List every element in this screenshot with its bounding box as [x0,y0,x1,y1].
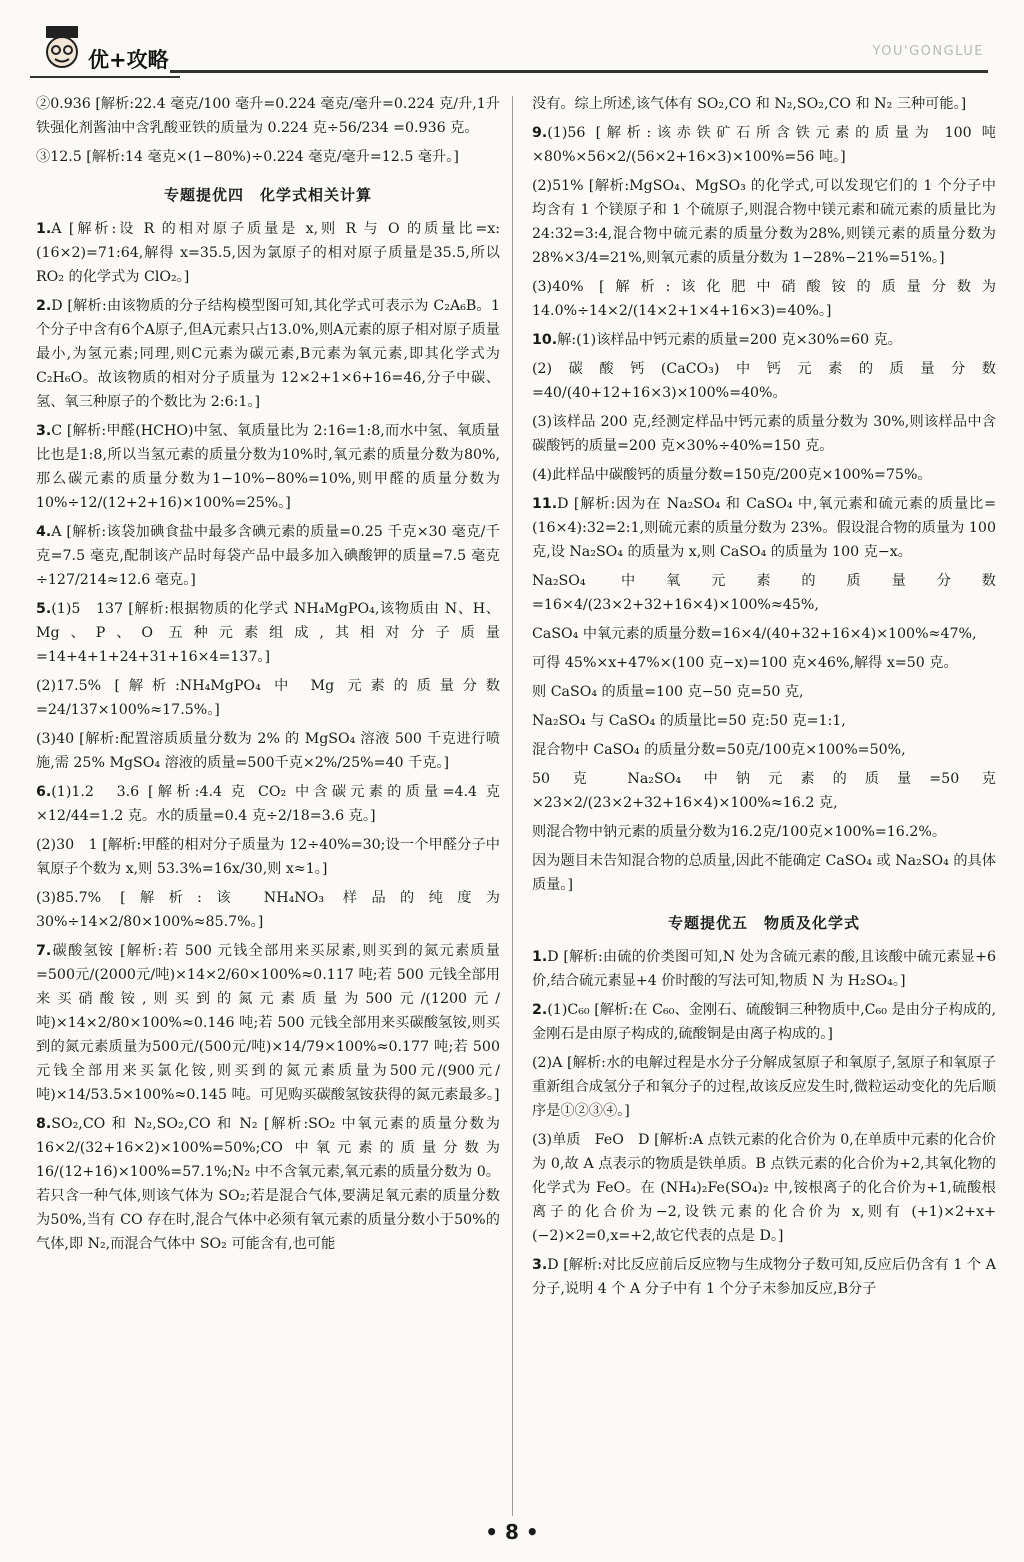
answer-item [532,767,996,815]
answer-item [532,492,996,564]
item-text: D [解析:因为在 Na₂SO₄ 和 CaSO₄ 中,氧元素和硫元素的质量比=(16×4):32=2:1,则硫元素的质量分数为 23%。假设混合物的质量为 100 克,设 Na₂SO₄ 的质量为 x,则 CaSO₄ 的质量为 100 克−x。 [532,496,996,560]
answer-item [532,945,996,993]
answer-item [36,939,500,1107]
continued-answer: ③12.5 [解析:14 毫克×(1−80%)÷0.224 毫克/毫升=12.5 毫升。] [36,149,459,165]
item-text: SO₂,CO 和 N₂,SO₂,CO 和 N₂ [解析:SO₂ 中氧元素的质量分数为16×2/(32+16×2)×100%=50%;CO 中氧元素的质量分数为16/(12+16)×100%=57.1%;N₂ 中不含氧元素,氧元素的质量分数为 0。若只含一种气体,则该气体为 SO₂;若是混合气体,要满足氧元素的质量分数为50%,当有 CO 存在时,混合气体中必须有氧元素的质量分数小于50%的气体,即 N₂,而混合气体中 SO₂ 可能含有,也可能 [36,1116,500,1252]
answer-item [532,410,996,458]
item-text: D [解析:由该物质的分子结构模型图可知,其化学式可表示为 C₂A₆B。1个分子中含有6个A原子,但A元素只占13.0%,则A元素的原子相对原子质量最小,为氢元素;同理,则C元素为碳元素,B元素为氧元素,即其化学式为 C₂H₆O。故该物质的相对分子质量为 12×2+1×6+16=46,分子中碳、氢、氧三种原子的个数比为 2:6:1。] [36,298,500,410]
left-column [36,92,500,1261]
answer-item [532,849,996,897]
mascot-logo-icon [40,24,84,74]
item-text: 则混合物中钠元素的质量分数为16.2克/100克×100%=16.2%。 [532,824,947,840]
item-number: 7. [36,943,52,959]
answer-item [36,597,500,669]
answer-item [532,738,996,762]
item-number: 8. [36,1116,52,1132]
item-text: (1)5 137 [解析:根据物质的化学式 NH₄MgPO₄,该物质由 N、H、Mg、P、O 五种元素组成,其相对分子质量=14+4+1+24+31+16×4=137。] [36,601,500,665]
item-text: C [解析:甲醛(HCHO)中氢、氧质量比为 2:16=1:8,而水中氢、氧质量比也是1:8,所以当氢元素的质量分数为10%时,氧元素的质量分数为80%,那么碳元素的质量分数为1−10%−80%=10%,则甲醛的质量分数为10%÷12/(12+2+16)×100%=25%。] [36,423,500,511]
item-number: 2. [532,1002,548,1018]
logo-text: 优+攻略 [88,48,169,72]
item-number: 4. [36,524,52,540]
column-divider [512,96,513,1516]
item-text: 混合物中 CaSO₄ 的质量分数=50克/100克×100%=50%, [532,742,906,758]
item-number: 3. [532,1257,548,1273]
answer-item [36,294,500,414]
item-number: 9. [532,125,548,141]
answer-item [532,820,996,844]
right-column [532,92,996,1306]
item-text: (2)A [解析:水的电解过程是水分子分解成氢原子和氧原子,氢原子和氧原子重新组合成氢分子和氧分子的过程,故该反应发生时,微粒运动变化的先后顺序是①②③④。] [532,1055,996,1119]
answer-item [532,1128,996,1248]
answer-item [36,833,500,881]
item-text: CaSO₄ 中氧元素的质量分数=16×4/(40+32+16×4)×100%≈47%, [532,626,977,642]
answer-item [36,520,500,592]
answer-item [532,1051,996,1123]
answer-item [532,174,996,270]
answer-item [532,121,996,169]
answer-item [532,709,996,733]
item-text: 则 CaSO₄ 的质量=100 克−50 克=50 克, [532,684,804,700]
item-text: D [解析:对比反应前后反应物与生成物分子数可知,反应后仍含有 1 个 A 分子,说明 4 个 A 分子中有 1 个分子未参加反应,B分子 [532,1257,996,1297]
item-number: 6. [36,784,52,800]
item-text: 可得 45%×x+47%×(100 克−x)=100 克×46%,解得 x=50 克。 [532,655,958,671]
item-text: 解:(1)该样品中钙元素的质量=200 克×30%=60 克。 [557,332,902,348]
answer-item [36,780,500,828]
header-rule-left [30,76,180,78]
answer-item [532,275,996,323]
item-number: 2. [36,298,52,314]
answer-item [532,622,996,646]
answer-item [532,651,996,675]
item-text: (3)该样品 200 克,经测定样品中钙元素的质量分数为 30%,则该样品中含碳酸钙的质量=200 克×30%÷40%=150 克。 [532,414,996,454]
item-text: (3)40% [解析:该化肥中硝酸铵的质量分数为 14.0%÷14×2/(14×2+1×4+16×3)=40%。] [532,279,996,319]
item-number: 10. [532,332,558,348]
item-number: 5. [36,601,52,617]
item-text: (2)30 1 [解析:甲醛的相对分子质量为 12÷40%=30;设一个甲醛分子中氧原子个数为 x,则 53.3%=16x/30,则 x≈1。] [36,837,500,877]
continued-answer: 没有。综上所述,该气体有 SO₂,CO 和 N₂,SO₂,CO 和 N₂ 三种可能。] [532,96,967,112]
header-rule [170,70,988,73]
continued-answer: ②0.936 [解析:22.4 毫克/100 毫升=0.224 毫克/毫升=0.224 克/升,1升铁强化剂酱油中含乳酸亚铁的质量为 0.224 克÷56/234 =0.936 克。 [36,96,500,136]
answer-item [36,217,500,289]
answer-item [36,674,500,722]
brand-watermark: YOU'GONGLUE [872,44,984,59]
item-text: (1)C₆₀ [解析:在 C₆₀、金刚石、硫酸铜三种物质中,C₆₀ 是由分子构成的,金刚石是由原子构成的,硫酸铜是由离子构成的。] [532,1002,996,1042]
answer-item [36,727,500,775]
item-text: (3)单质 FeO D [解析:A 点铁元素的化合价为 0,在单质中元素的化合价为 0,故 A 点表示的物质是铁单质。B 点铁元素的化合价为+2,其氧化物的化学式为 FeO。在 (NH₄)₂Fe(SO₄)₂ 中,铵根离子的化合价为+1,硫酸根离子的化合价为−2,设铁元素的化合价为 x,则有 (+1)×2+x+(−2)×2=0,x=+2,故它代表的点是 D。] [532,1132,996,1244]
item-text: (3)85.7% [解析:该 NH₄NO₃ 样品的纯度为 30%÷14×2/80×100%≈85.7%。] [36,890,500,930]
answer-item [532,463,996,487]
section-title-5: 专题提优五 物质及化学式 [667,914,860,932]
item-text: D [解析:由硫的价类图可知,N 处为含硫元素的酸,且该酸中硫元素显+6 价,结合硫元素显+4 价时酸的写法可知,物质 N 为 H₂SO₄。] [532,949,996,989]
item-text: (2)碳酸钙(CaCO₃)中钙元素的质量分数=40/(40+12+16×3)×100%=40%。 [532,361,996,401]
item-text: 因为题目未告知混合物的总质量,因此不能确定 CaSO₄ 或 Na₂SO₄ 的具体质量。] [532,853,996,893]
item-text: A [解析:设 R 的相对原子质量是 x,则 R 与 O 的质量比=x:(16×2)=71:64,解得 x=35.5,因为氯原子的相对原子质量是35.5,所以 RO₂ 的化学式为 ClO₂。] [36,221,500,285]
item-text: (4)此样品中碳酸钙的质量分数=150克/200克×100%=75%。 [532,467,932,483]
answer-item [532,357,996,405]
page-number: • 8 • [485,1520,539,1544]
answer-item [532,328,996,352]
answer-item [532,680,996,704]
answer-item [532,998,996,1046]
item-number: 1. [532,949,548,965]
item-text: (2)51% [解析:MgSO₄、MgSO₃ 的化学式,可以发现它们的 1 个分子中均含有 1 个镁原子和 1 个硫原子,则混合物中镁元素和硫元素的质量比为 24:32=3:4,混合物中硫元素的质量分数为28%,则镁元素的质量分数为 28%×3/4=21%,则氧元素的质量分数为 1−28%−21%=51%。] [532,178,996,266]
item-number: 11. [532,496,558,512]
item-text: Na₂SO₄ 中氧元素的质量分数=16×4/(23×2+32+16×4)×100%≈45%, [532,573,996,613]
answer-item [36,419,500,515]
item-number: 1. [36,221,52,237]
answer-item [532,569,996,617]
answer-item [532,1253,996,1301]
item-text: (1)56 [解析:该赤铁矿石所含铁元素的质量为 100 吨×80%×56×2/(56×2+16×3)×100%=56 吨。] [532,125,996,165]
item-text: 50 克 Na₂SO₄ 中钠元素的质量=50 克×23×2/(23×2+32+16×4)×100%≈16.2 克, [532,771,996,811]
page-header [0,0,1024,92]
answer-item [36,886,500,934]
item-text: (2)17.5% [解析:NH₄MgPO₄ 中 Mg 元素的质量分数=24/137×100%≈17.5%。] [36,678,500,718]
item-text: A [解析:该袋加碘食盐中最多含碘元素的质量=0.25 千克×30 毫克/千克=7.5 毫克,配制该产品时每袋产品中最多加入碘酸钾的质量=7.5 毫克÷127/214≈12.6 毫克。] [36,524,500,588]
item-text: (1)1.2 3.6 [解析:4.4 克 CO₂ 中含碳元素的质量=4.4 克×12/44=1.2 克。水的质量=0.4 克÷2/18=3.6 克。] [36,784,500,824]
section-title-4: 专题提优四 化学式相关计算 [163,186,372,204]
item-text: (3)40 [解析:配置溶质质量分数为 2% 的 MgSO₄ 溶液 500 千克进行喷施,需 25% MgSO₄ 溶液的质量=500千克×2%/25%=40 千克。] [36,731,500,771]
answer-item [36,1112,500,1256]
item-text: 碳酸氢铵 [解析:若 500 元钱全部用来买尿素,则买到的氮元素质量=500元/(2000元/吨)×14×2/60×100%≈0.117 吨;若 500 元钱全部用来买硝酸铵,则买到的氮元素质量为500元/(1200元/吨)×14×2/80×100%≈0.146 吨;若 500 元钱全部用来买碳酸氢铵,则买到的氮元素质量为500元/(500元/吨)×14/79×100%≈0.177 吨;若 500 元钱全部用来买氯化铵,则买到的氮元素质量为500元/(900元/吨)×14/53.5×100%≈0.145 吨。可见购买碳酸氢铵获得的氮元素最多。] [36,943,500,1103]
item-number: 3. [36,423,52,439]
item-text: Na₂SO₄ 与 CaSO₄ 的质量比=50 克:50 克=1:1, [532,713,846,729]
